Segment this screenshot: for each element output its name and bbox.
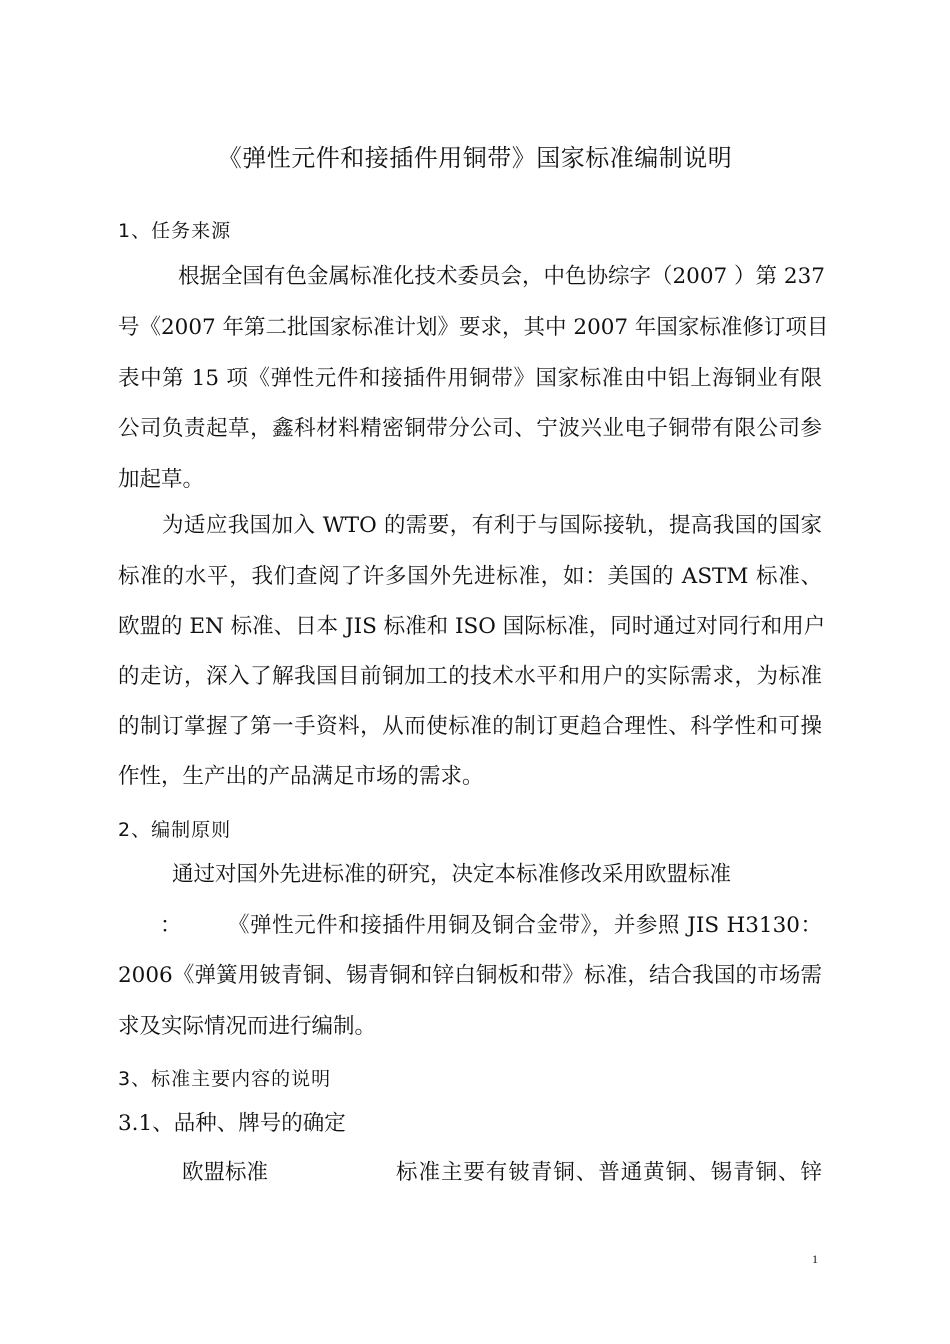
page-number: 1 <box>812 1252 818 1266</box>
text-line: 表中第 15 项《弹性元件和接插件用铜带》国家标准由中铝上海铜业有限 <box>118 366 822 391</box>
text-line: 的走访，深入了解我国目前铜加工的技术水平和用户的实际需求，为标准 <box>118 664 822 689</box>
text-line: 通过对国外先进标准的研究，决定本标准修改采用欧盟标准 <box>172 862 732 887</box>
text-line: 欧盟的 EN 标准、日本 JIS 标准和 ISO 国际标准，同时通过对同行和用户 <box>118 614 826 639</box>
text-line: 欧盟标准 <box>182 1160 269 1185</box>
text-line: 标准的水平，我们查阅了许多国外先进标准，如：美国的 ASTM 标准、 <box>118 564 822 589</box>
text-line: 公司负责起草，鑫科材料精密铜带分公司、宁波兴业电子铜带有限公司参 <box>118 416 822 441</box>
text-line: ： <box>160 913 182 938</box>
section-2-heading: 2、编制原则 <box>118 819 232 841</box>
text-line: 《弹性元件和接插件用铜及铜合金带》，并参照 JIS H3130： <box>228 913 822 938</box>
text-line: 加起草。 <box>118 467 205 492</box>
text-line: 号《2007 年第二批国家标准计划》要求，其中 2007 年国家标准修订项目 <box>118 315 829 340</box>
document-title: 《弹性元件和接插件用铜带》国家标准编制说明 <box>217 144 733 172</box>
text-line: 2006《弹簧用铍青铜、锡青铜和锌白铜板和带》标准，结合我国的市场需 <box>118 963 822 988</box>
section-1-heading: 1、任务来源 <box>118 220 232 242</box>
text-line: 作性，生产出的产品满足市场的需求。 <box>118 764 484 789</box>
text-line: 为适应我国加入 WTO 的需要，有利于与国际接轨，提高我国的国家 <box>162 513 822 538</box>
text-line: 的制订掌握了第一手资料，从而使标准的制订更趋合理性、科学性和可操 <box>118 714 822 739</box>
subsection-3-1-heading: 3.1、品种、牌号的确定 <box>118 1111 346 1136</box>
text-line: 求及实际情况而进行编制。 <box>118 1014 377 1039</box>
section-3-heading: 3、标准主要内容的说明 <box>118 1068 332 1090</box>
text-line: 标准主要有铍青铜、普通黄铜、锡青铜、锌 <box>396 1160 822 1185</box>
text-line: 根据全国有色金属标准化技术委员会，中色协综字（2007 ）第 237 <box>178 264 825 289</box>
